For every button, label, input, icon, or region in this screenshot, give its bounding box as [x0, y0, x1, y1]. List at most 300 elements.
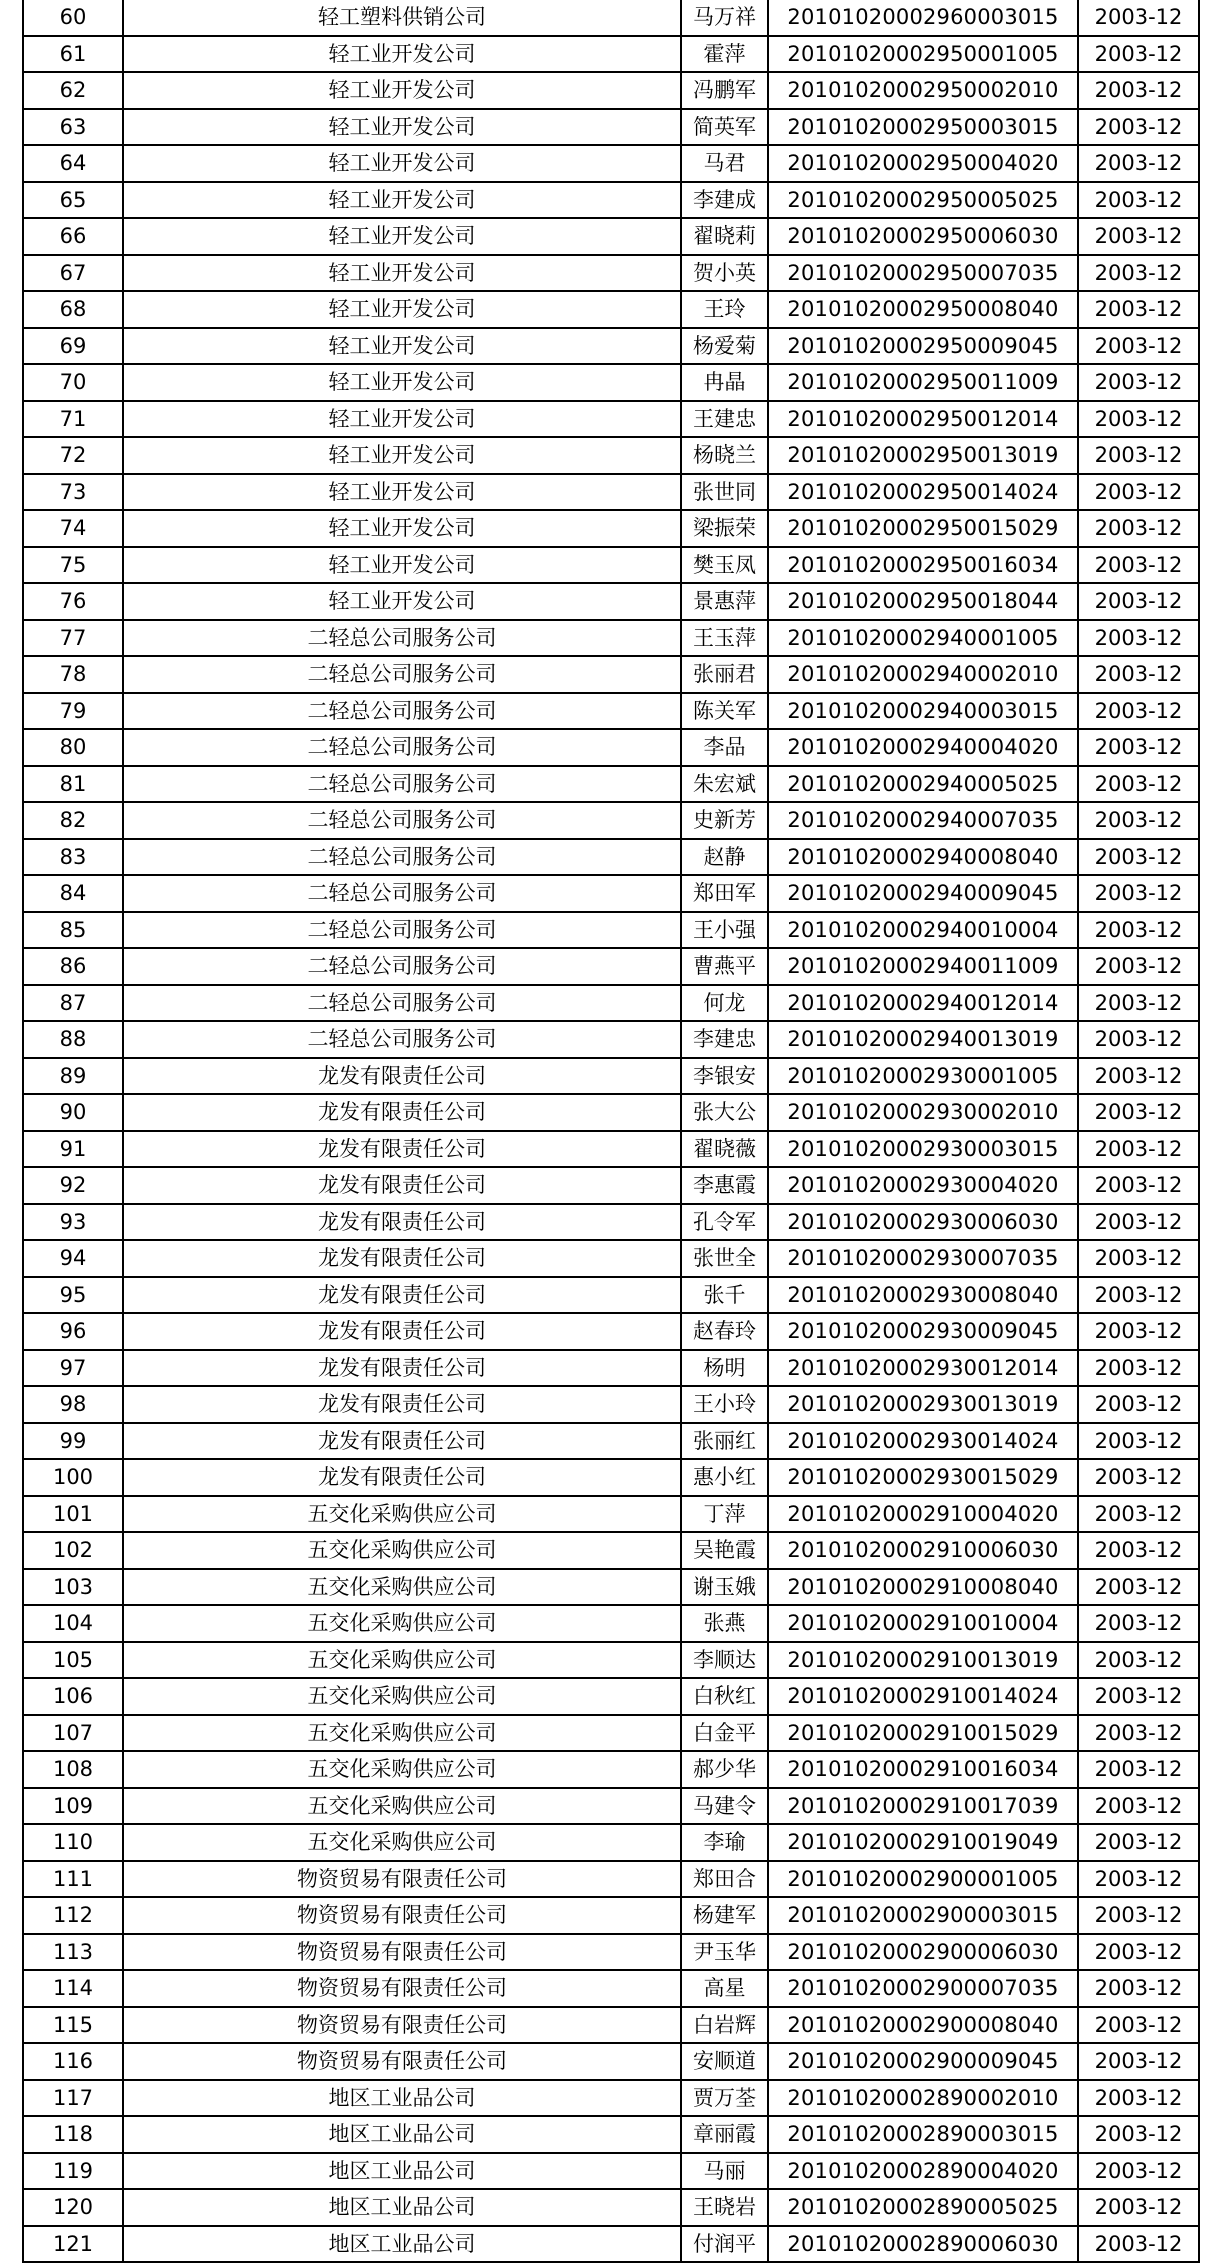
record-date-cell: 2003-12: [1078, 36, 1199, 73]
record-date-cell: 2003-12: [1078, 1897, 1199, 1934]
person-name-cell: 杨明: [681, 1350, 768, 1387]
unit-name-cell: 地区工业品公司: [123, 2080, 681, 2117]
row-number-cell: 63: [23, 109, 123, 146]
table-row: [23, 1423, 1199, 1460]
record-code-cell: 20101020002900007035: [768, 1970, 1078, 2007]
row-number-cell: 109: [23, 1788, 123, 1825]
person-name-cell: 李惠霞: [681, 1167, 768, 1204]
record-code-cell: 20101020002930006030: [768, 1204, 1078, 1241]
person-name-cell: 王晓岩: [681, 2189, 768, 2226]
record-date-cell: 2003-12: [1078, 1386, 1199, 1423]
person-name-cell: 梁振荣: [681, 510, 768, 547]
record-code-cell: 20101020002950003015: [768, 109, 1078, 146]
record-date-cell: 2003-12: [1078, 656, 1199, 693]
unit-name-cell: 轻工业开发公司: [123, 510, 681, 547]
table-row: [23, 1204, 1199, 1241]
table-row: [23, 1167, 1199, 1204]
table-row: [23, 1934, 1199, 1971]
record-date-cell: 2003-12: [1078, 328, 1199, 365]
record-code-cell: 20101020002890005025: [768, 2189, 1078, 2226]
row-number-cell: 73: [23, 474, 123, 511]
record-date-cell: 2003-12: [1078, 364, 1199, 401]
record-date-cell: 2003-12: [1078, 1313, 1199, 1350]
record-code-cell: 20101020002910017039: [768, 1788, 1078, 1825]
table-row: [23, 729, 1199, 766]
person-name-cell: 李品: [681, 729, 768, 766]
unit-name-cell: 二轻总公司服务公司: [123, 656, 681, 693]
record-code-cell: 20101020002950011009: [768, 364, 1078, 401]
record-code-cell: 20101020002950015029: [768, 510, 1078, 547]
table-row: [23, 1861, 1199, 1898]
record-date-cell: 2003-12: [1078, 1423, 1199, 1460]
record-date-cell: 2003-12: [1078, 912, 1199, 949]
unit-name-cell: 轻工业开发公司: [123, 255, 681, 292]
table-row: [23, 1277, 1199, 1314]
row-number-cell: 77: [23, 620, 123, 657]
unit-name-cell: 轻工业开发公司: [123, 218, 681, 255]
record-date-cell: 2003-12: [1078, 1788, 1199, 1825]
row-number-cell: 107: [23, 1715, 123, 1752]
table-row: [23, 1788, 1199, 1825]
table-row: [23, 1240, 1199, 1277]
record-code-cell: 20101020002910019049: [768, 1824, 1078, 1861]
unit-name-cell: 二轻总公司服务公司: [123, 985, 681, 1022]
unit-name-cell: 五交化采购供应公司: [123, 1496, 681, 1533]
row-number-cell: 79: [23, 693, 123, 730]
person-name-cell: 郝少华: [681, 1751, 768, 1788]
person-name-cell: 付润平: [681, 2226, 768, 2263]
row-number-cell: 76: [23, 583, 123, 620]
person-name-cell: 冯鹏军: [681, 72, 768, 109]
person-name-cell: 李建成: [681, 182, 768, 219]
record-date-cell: 2003-12: [1078, 729, 1199, 766]
person-name-cell: 张世全: [681, 1240, 768, 1277]
person-name-cell: 王小强: [681, 912, 768, 949]
record-date-cell: 2003-12: [1078, 474, 1199, 511]
table-row: [23, 2226, 1199, 2263]
record-code-cell: 20101020002930012014: [768, 1350, 1078, 1387]
table-row: [23, 1897, 1199, 1934]
row-number-cell: 94: [23, 1240, 123, 1277]
record-date-cell: 2003-12: [1078, 72, 1199, 109]
person-name-cell: 王玲: [681, 291, 768, 328]
row-number-cell: 102: [23, 1532, 123, 1569]
table-row: [23, 364, 1199, 401]
record-date-cell: 2003-12: [1078, 291, 1199, 328]
record-date-cell: 2003-12: [1078, 583, 1199, 620]
record-code-cell: 20101020002950008040: [768, 291, 1078, 328]
record-code-cell: 20101020002940001005: [768, 620, 1078, 657]
table-row: [23, 255, 1199, 292]
row-number-cell: 70: [23, 364, 123, 401]
record-date-cell: 2003-12: [1078, 547, 1199, 584]
unit-name-cell: 五交化采购供应公司: [123, 1642, 681, 1679]
row-number-cell: 97: [23, 1350, 123, 1387]
person-name-cell: 李瑜: [681, 1824, 768, 1861]
record-code-cell: 20101020002930008040: [768, 1277, 1078, 1314]
unit-name-cell: 龙发有限责任公司: [123, 1277, 681, 1314]
record-code-cell: 20101020002940003015: [768, 693, 1078, 730]
row-number-cell: 117: [23, 2080, 123, 2117]
row-number-cell: 108: [23, 1751, 123, 1788]
person-name-cell: 霍萍: [681, 36, 768, 73]
table-row: [23, 2116, 1199, 2153]
row-number-cell: 87: [23, 985, 123, 1022]
record-date-cell: 2003-12: [1078, 401, 1199, 438]
record-date-cell: 2003-12: [1078, 145, 1199, 182]
table-row: [23, 2189, 1199, 2226]
person-name-cell: 马君: [681, 145, 768, 182]
person-name-cell: 白秋红: [681, 1678, 768, 1715]
unit-name-cell: 二轻总公司服务公司: [123, 948, 681, 985]
table-row: [23, 218, 1199, 255]
row-number-cell: 67: [23, 255, 123, 292]
record-date-cell: 2003-12: [1078, 620, 1199, 657]
person-name-cell: 李顺达: [681, 1642, 768, 1679]
unit-name-cell: 五交化采购供应公司: [123, 1715, 681, 1752]
row-number-cell: 101: [23, 1496, 123, 1533]
record-code-cell: 20101020002950004020: [768, 145, 1078, 182]
record-date-cell: 2003-12: [1078, 2189, 1199, 2226]
table-row: [23, 328, 1199, 365]
person-name-cell: 陈关军: [681, 693, 768, 730]
row-number-cell: 69: [23, 328, 123, 365]
record-date-cell: 2003-12: [1078, 1350, 1199, 1387]
unit-name-cell: 轻工业开发公司: [123, 474, 681, 511]
row-number-cell: 95: [23, 1277, 123, 1314]
table-row: [23, 875, 1199, 912]
person-name-cell: 何龙: [681, 985, 768, 1022]
record-code-cell: 20101020002900008040: [768, 2007, 1078, 2044]
row-number-cell: 104: [23, 1605, 123, 1642]
unit-name-cell: 二轻总公司服务公司: [123, 912, 681, 949]
record-date-cell: 2003-12: [1078, 1605, 1199, 1642]
record-date-cell: 2003-12: [1078, 1642, 1199, 1679]
person-name-cell: 马建令: [681, 1788, 768, 1825]
table-row: [23, 1058, 1199, 1095]
record-date-cell: 2003-12: [1078, 182, 1199, 219]
row-number-cell: 66: [23, 218, 123, 255]
row-number-cell: 111: [23, 1861, 123, 1898]
record-code-cell: 20101020002950013019: [768, 437, 1078, 474]
record-date-cell: 2003-12: [1078, 218, 1199, 255]
table-row: [23, 72, 1199, 109]
record-code-cell: 20101020002960003015: [768, 0, 1078, 36]
record-date-cell: 2003-12: [1078, 1824, 1199, 1861]
record-date-cell: 2003-12: [1078, 766, 1199, 803]
person-name-cell: 高星: [681, 1970, 768, 2007]
person-name-cell: 安顺道: [681, 2043, 768, 2080]
record-code-cell: 20101020002950001005: [768, 36, 1078, 73]
row-number-cell: 112: [23, 1897, 123, 1934]
person-name-cell: 赵静: [681, 839, 768, 876]
row-number-cell: 103: [23, 1569, 123, 1606]
row-number-cell: 96: [23, 1313, 123, 1350]
table-row: [23, 2153, 1199, 2190]
row-number-cell: 71: [23, 401, 123, 438]
record-date-cell: 2003-12: [1078, 0, 1199, 36]
person-name-cell: 冉晶: [681, 364, 768, 401]
person-name-cell: 朱宏斌: [681, 766, 768, 803]
record-code-cell: 20101020002950006030: [768, 218, 1078, 255]
unit-name-cell: 地区工业品公司: [123, 2153, 681, 2190]
record-code-cell: 20101020002900001005: [768, 1861, 1078, 1898]
row-number-cell: 68: [23, 291, 123, 328]
row-number-cell: 121: [23, 2226, 123, 2263]
row-number-cell: 90: [23, 1094, 123, 1131]
record-code-cell: 20101020002910014024: [768, 1678, 1078, 1715]
table-row: [23, 1350, 1199, 1387]
unit-name-cell: 轻工业开发公司: [123, 364, 681, 401]
record-date-cell: 2003-12: [1078, 2043, 1199, 2080]
row-number-cell: 75: [23, 547, 123, 584]
row-number-cell: 72: [23, 437, 123, 474]
person-name-cell: 张丽红: [681, 1423, 768, 1460]
record-date-cell: 2003-12: [1078, 1021, 1199, 1058]
record-code-cell: 20101020002930015029: [768, 1459, 1078, 1496]
record-code-cell: 20101020002940009045: [768, 875, 1078, 912]
record-date-cell: 2003-12: [1078, 1131, 1199, 1168]
record-code-cell: 20101020002890006030: [768, 2226, 1078, 2263]
record-code-cell: 20101020002930014024: [768, 1423, 1078, 1460]
record-date-cell: 2003-12: [1078, 1277, 1199, 1314]
record-code-cell: 20101020002910015029: [768, 1715, 1078, 1752]
table-row: [23, 145, 1199, 182]
unit-name-cell: 二轻总公司服务公司: [123, 802, 681, 839]
table-row: [23, 474, 1199, 511]
unit-name-cell: 龙发有限责任公司: [123, 1094, 681, 1131]
record-date-cell: 2003-12: [1078, 109, 1199, 146]
record-date-cell: 2003-12: [1078, 437, 1199, 474]
row-number-cell: 89: [23, 1058, 123, 1095]
row-number-cell: 80: [23, 729, 123, 766]
person-name-cell: 张丽君: [681, 656, 768, 693]
table-row: [23, 1970, 1199, 2007]
record-code-cell: 20101020002940007035: [768, 802, 1078, 839]
table-row: [23, 36, 1199, 73]
person-name-cell: 张燕: [681, 1605, 768, 1642]
unit-name-cell: 龙发有限责任公司: [123, 1058, 681, 1095]
unit-name-cell: 二轻总公司服务公司: [123, 875, 681, 912]
unit-name-cell: 龙发有限责任公司: [123, 1350, 681, 1387]
row-number-cell: 116: [23, 2043, 123, 2080]
table-row: [23, 182, 1199, 219]
record-code-cell: 20101020002940005025: [768, 766, 1078, 803]
person-name-cell: 张大公: [681, 1094, 768, 1131]
table-row: [23, 437, 1199, 474]
row-number-cell: 115: [23, 2007, 123, 2044]
unit-name-cell: 五交化采购供应公司: [123, 1569, 681, 1606]
record-date-cell: 2003-12: [1078, 1058, 1199, 1095]
unit-name-cell: 二轻总公司服务公司: [123, 1021, 681, 1058]
person-name-cell: 杨建军: [681, 1897, 768, 1934]
record-date-cell: 2003-12: [1078, 1094, 1199, 1131]
person-name-cell: 马丽: [681, 2153, 768, 2190]
row-number-cell: 98: [23, 1386, 123, 1423]
record-code-cell: 20101020002930001005: [768, 1058, 1078, 1095]
record-date-cell: 2003-12: [1078, 1167, 1199, 1204]
record-date-cell: 2003-12: [1078, 802, 1199, 839]
table-row: [23, 1569, 1199, 1606]
row-number-cell: 82: [23, 802, 123, 839]
unit-name-cell: 轻工业开发公司: [123, 547, 681, 584]
unit-name-cell: 轻工业开发公司: [123, 437, 681, 474]
record-date-cell: 2003-12: [1078, 1715, 1199, 1752]
record-date-cell: 2003-12: [1078, 1751, 1199, 1788]
record-code-cell: 20101020002930003015: [768, 1131, 1078, 1168]
row-number-cell: 81: [23, 766, 123, 803]
record-date-cell: 2003-12: [1078, 693, 1199, 730]
table-row: [23, 401, 1199, 438]
table-row: [23, 766, 1199, 803]
unit-name-cell: 龙发有限责任公司: [123, 1423, 681, 1460]
row-number-cell: 92: [23, 1167, 123, 1204]
record-code-cell: 20101020002910008040: [768, 1569, 1078, 1606]
unit-name-cell: 五交化采购供应公司: [123, 1605, 681, 1642]
unit-name-cell: 轻工业开发公司: [123, 401, 681, 438]
record-code-cell: 20101020002900006030: [768, 1934, 1078, 1971]
record-date-cell: 2003-12: [1078, 839, 1199, 876]
person-name-cell: 吴艳霞: [681, 1532, 768, 1569]
person-name-cell: 王小玲: [681, 1386, 768, 1423]
row-number-cell: 100: [23, 1459, 123, 1496]
table-row: [23, 1131, 1199, 1168]
unit-name-cell: 物资贸易有限责任公司: [123, 2007, 681, 2044]
unit-name-cell: 轻工业开发公司: [123, 182, 681, 219]
table-row: [23, 1715, 1199, 1752]
table-row: [23, 1751, 1199, 1788]
unit-name-cell: 地区工业品公司: [123, 2116, 681, 2153]
row-number-cell: 106: [23, 1678, 123, 1715]
person-name-cell: 王玉萍: [681, 620, 768, 657]
unit-name-cell: 二轻总公司服务公司: [123, 620, 681, 657]
person-name-cell: 孔令军: [681, 1204, 768, 1241]
row-number-cell: 62: [23, 72, 123, 109]
person-name-cell: 贺小英: [681, 255, 768, 292]
table-row: [23, 2007, 1199, 2044]
record-code-cell: 20101020002930013019: [768, 1386, 1078, 1423]
row-number-cell: 83: [23, 839, 123, 876]
unit-name-cell: 地区工业品公司: [123, 2226, 681, 2263]
table-row: [23, 802, 1199, 839]
row-number-cell: 119: [23, 2153, 123, 2190]
row-number-cell: 91: [23, 1131, 123, 1168]
record-code-cell: 20101020002910006030: [768, 1532, 1078, 1569]
person-name-cell: 章丽霞: [681, 2116, 768, 2153]
record-code-cell: 20101020002930002010: [768, 1094, 1078, 1131]
person-name-cell: 曹燕平: [681, 948, 768, 985]
record-code-cell: 20101020002900003015: [768, 1897, 1078, 1934]
unit-name-cell: 二轻总公司服务公司: [123, 729, 681, 766]
unit-name-cell: 五交化采购供应公司: [123, 1751, 681, 1788]
unit-name-cell: 物资贸易有限责任公司: [123, 1897, 681, 1934]
table-row: [23, 109, 1199, 146]
record-date-cell: 2003-12: [1078, 2226, 1199, 2263]
row-number-cell: 85: [23, 912, 123, 949]
person-name-cell: 简英军: [681, 109, 768, 146]
row-number-cell: 84: [23, 875, 123, 912]
row-number-cell: 61: [23, 36, 123, 73]
row-number-cell: 86: [23, 948, 123, 985]
record-code-cell: 20101020002890003015: [768, 2116, 1078, 2153]
record-date-cell: 2003-12: [1078, 2116, 1199, 2153]
person-name-cell: 景惠萍: [681, 583, 768, 620]
person-name-cell: 惠小红: [681, 1459, 768, 1496]
record-code-cell: 20101020002940012014: [768, 985, 1078, 1022]
record-code-cell: 20101020002940004020: [768, 729, 1078, 766]
record-date-cell: 2003-12: [1078, 2080, 1199, 2117]
unit-name-cell: 龙发有限责任公司: [123, 1313, 681, 1350]
unit-name-cell: 物资贸易有限责任公司: [123, 1970, 681, 2007]
row-number-cell: 110: [23, 1824, 123, 1861]
table-row: [23, 1496, 1199, 1533]
person-name-cell: 郑田合: [681, 1861, 768, 1898]
person-name-cell: 翟晓莉: [681, 218, 768, 255]
table-row: [23, 1313, 1199, 1350]
record-date-cell: 2003-12: [1078, 985, 1199, 1022]
record-date-cell: 2003-12: [1078, 1459, 1199, 1496]
person-name-cell: 赵春玲: [681, 1313, 768, 1350]
table-row: [23, 693, 1199, 730]
record-code-cell: 20101020002950016034: [768, 547, 1078, 584]
person-name-cell: 白金平: [681, 1715, 768, 1752]
table-row: [23, 1605, 1199, 1642]
record-code-cell: 20101020002940002010: [768, 656, 1078, 693]
table-row: [23, 912, 1199, 949]
row-number-cell: 120: [23, 2189, 123, 2226]
person-name-cell: 贾万荃: [681, 2080, 768, 2117]
person-name-cell: 尹玉华: [681, 1934, 768, 1971]
unit-name-cell: 轻工业开发公司: [123, 109, 681, 146]
record-date-cell: 2003-12: [1078, 1569, 1199, 1606]
table-row: [23, 839, 1199, 876]
table-row: [23, 948, 1199, 985]
record-code-cell: 20101020002930007035: [768, 1240, 1078, 1277]
unit-name-cell: 五交化采购供应公司: [123, 1532, 681, 1569]
person-name-cell: 谢玉娥: [681, 1569, 768, 1606]
row-number-cell: 74: [23, 510, 123, 547]
table-row: [23, 2080, 1199, 2117]
record-code-cell: 20101020002910016034: [768, 1751, 1078, 1788]
unit-name-cell: 五交化采购供应公司: [123, 1824, 681, 1861]
record-code-cell: 20101020002950005025: [768, 182, 1078, 219]
record-date-cell: 2003-12: [1078, 510, 1199, 547]
person-name-cell: 史新芳: [681, 802, 768, 839]
unit-name-cell: 物资贸易有限责任公司: [123, 2043, 681, 2080]
row-number-cell: 105: [23, 1642, 123, 1679]
record-date-cell: 2003-12: [1078, 1678, 1199, 1715]
unit-name-cell: 物资贸易有限责任公司: [123, 1861, 681, 1898]
person-name-cell: 王建忠: [681, 401, 768, 438]
record-code-cell: 20101020002940013019: [768, 1021, 1078, 1058]
row-number-cell: 88: [23, 1021, 123, 1058]
unit-name-cell: 龙发有限责任公司: [123, 1386, 681, 1423]
table-row: [23, 1642, 1199, 1679]
record-date-cell: 2003-12: [1078, 1204, 1199, 1241]
record-date-cell: 2003-12: [1078, 255, 1199, 292]
person-name-cell: 李建忠: [681, 1021, 768, 1058]
row-number-cell: 78: [23, 656, 123, 693]
record-code-cell: 20101020002940008040: [768, 839, 1078, 876]
record-date-cell: 2003-12: [1078, 1861, 1199, 1898]
record-date-cell: 2003-12: [1078, 1970, 1199, 2007]
row-number-cell: 60: [23, 0, 123, 36]
unit-name-cell: 物资贸易有限责任公司: [123, 1934, 681, 1971]
unit-name-cell: 龙发有限责任公司: [123, 1204, 681, 1241]
unit-name-cell: 二轻总公司服务公司: [123, 693, 681, 730]
record-code-cell: 20101020002910013019: [768, 1642, 1078, 1679]
unit-name-cell: 轻工业开发公司: [123, 36, 681, 73]
